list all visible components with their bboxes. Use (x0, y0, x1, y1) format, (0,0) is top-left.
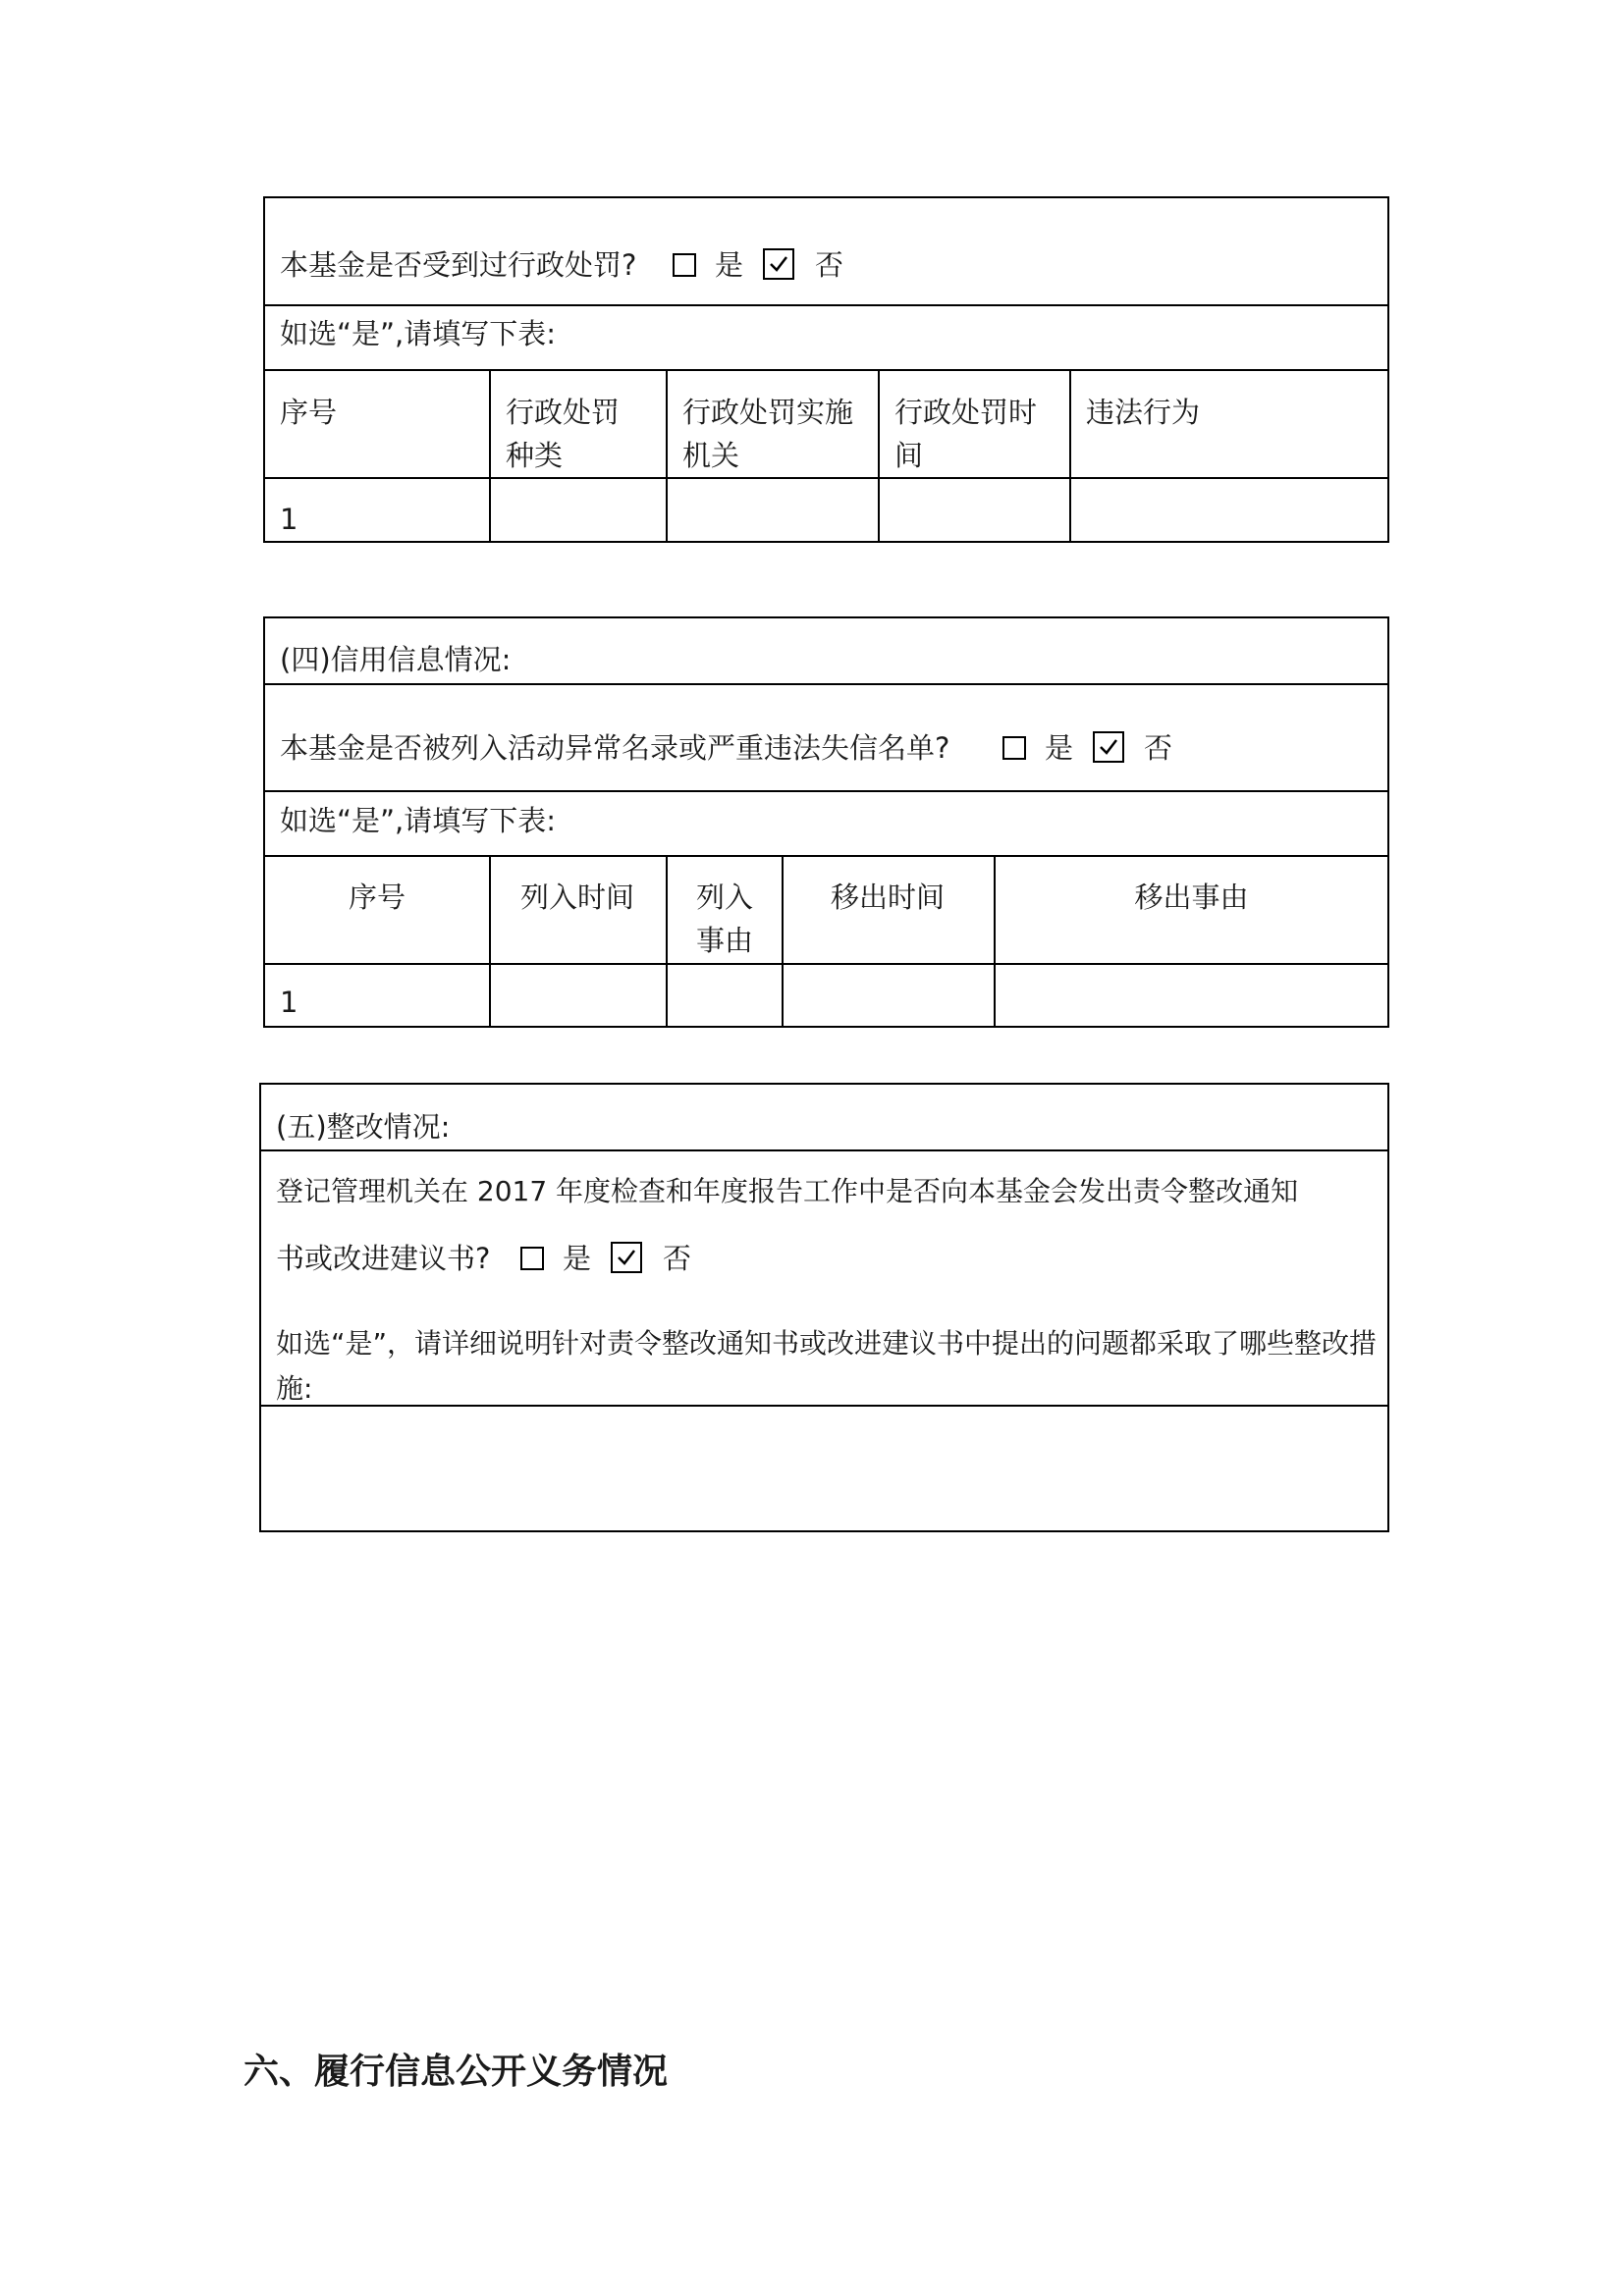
divider (265, 477, 1387, 479)
rectification-detail-prompt: 如选“是”，请详细说明针对责令整改通知书或改进建议书中提出的问题都采取了哪些整改措施: (276, 1327, 1378, 1405)
rectification-no-label: 否 (663, 1242, 692, 1275)
table-cell: 1 (280, 503, 298, 536)
rectification-table (259, 1083, 1389, 1532)
credit-fill-note: 如选“是”,请填写下表: (280, 804, 557, 837)
column-header: 移出时间 (830, 881, 945, 914)
column-divider (1069, 369, 1071, 543)
rectification-answer-area[interactable] (276, 1415, 1366, 1522)
divider (265, 369, 1387, 371)
penalty-no-label: 否 (815, 248, 844, 282)
table-cell: 1 (280, 986, 298, 1019)
divider (261, 1405, 1387, 1407)
credit-yes-label: 是 (1045, 731, 1074, 765)
divider (261, 1149, 1387, 1151)
rectification-yes-label: 是 (563, 1242, 592, 1275)
penalty-yes-checkbox[interactable] (673, 253, 696, 277)
penalty-question: 本基金是否受到过行政处罚? (280, 248, 637, 282)
penalty-yes-label: 是 (715, 248, 744, 282)
penalty-table (263, 196, 1389, 543)
column-header: 列入时间 (519, 881, 634, 914)
credit-title: (四)信用信息情况: (280, 643, 512, 676)
rectification-yes-checkbox[interactable] (520, 1247, 544, 1270)
penalty-no-checkbox[interactable] (763, 248, 794, 280)
credit-table (263, 616, 1389, 1028)
column-header: 列入事由 (695, 881, 753, 957)
section-heading: 六、履行信息公开义务情况 (244, 2051, 669, 2092)
column-header: 移出事由 (1134, 881, 1249, 914)
column-header: 违法行为 (1086, 396, 1201, 429)
divider (265, 790, 1387, 792)
column-header: 行政处罚实施机关 (682, 396, 854, 472)
divider (265, 683, 1387, 685)
divider (265, 304, 1387, 306)
column-divider (666, 855, 668, 1028)
column-header: 序号 (348, 881, 406, 914)
rectification-question-line1: 登记管理机关在 2017 年度检查和年度报告工作中是否向本基金会发出责令整改通知 (276, 1175, 1299, 1207)
divider (265, 855, 1387, 857)
rectification-question-line2: 书或改进建议书? (276, 1242, 491, 1275)
rectification-title: (五)整改情况: (276, 1110, 451, 1144)
credit-question: 本基金是否被列入活动异常名录或严重违法失信名单? (280, 731, 950, 765)
credit-no-checkbox[interactable] (1093, 731, 1124, 763)
column-header: 行政处罚种类 (506, 396, 621, 472)
rectification-no-checkbox[interactable] (611, 1242, 642, 1273)
divider (265, 963, 1387, 965)
checkmark-icon (1098, 736, 1119, 758)
penalty-fill-note: 如选“是”,请填写下表: (280, 317, 557, 350)
column-header: 序号 (280, 396, 338, 429)
checkmark-icon (768, 253, 789, 275)
credit-yes-checkbox[interactable] (1002, 736, 1026, 760)
column-divider (878, 369, 880, 543)
column-divider (489, 369, 491, 543)
credit-no-label: 否 (1144, 731, 1173, 765)
checkmark-icon (616, 1247, 637, 1268)
column-header: 行政处罚时间 (894, 396, 1038, 472)
column-divider (666, 369, 668, 543)
